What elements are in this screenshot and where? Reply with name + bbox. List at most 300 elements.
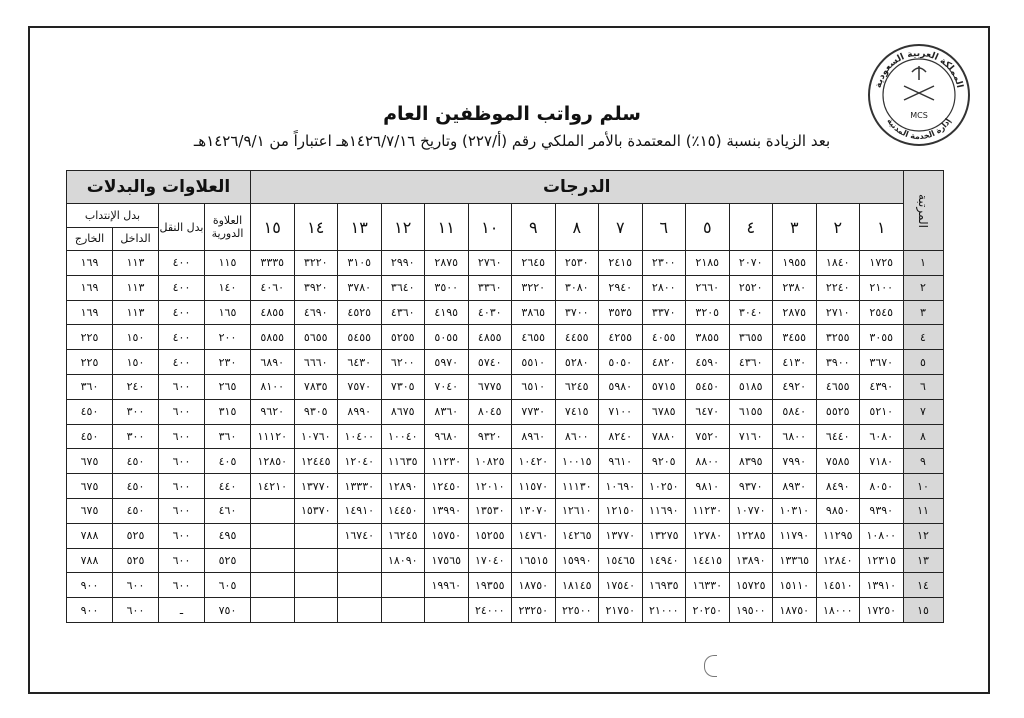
rank-cell: ٦ <box>903 374 943 399</box>
salary-cell: ٨٠٤٥ <box>468 399 512 424</box>
logo-arc-top-text: المملكة العربية السعودية <box>873 48 965 90</box>
salary-cell: ١٤٢٦٥ <box>555 523 599 548</box>
grade-header: ٦ <box>642 204 686 251</box>
salary-cell: ١١٧٩٠ <box>773 523 817 548</box>
salary-cell: ٨٩٣٠ <box>773 474 817 499</box>
salary-cell: ٨٦٠٠ <box>555 424 599 449</box>
delegation-outside-cell: ٤٥٠ <box>67 424 113 449</box>
salary-cell: ١٩٩٦٠ <box>425 573 469 598</box>
salary-cell: ١١٢٩٥ <box>816 523 860 548</box>
empty-cell <box>425 598 469 623</box>
salary-cell: ١١٥٧٠ <box>512 474 556 499</box>
salary-cell: ٤٦٩٠ <box>294 300 338 325</box>
salary-cell: ٨٠٥٠ <box>860 474 904 499</box>
logo-arc-bottom-text: إدارة الخدمة المدنية <box>885 116 953 142</box>
periodic-increment-cell: ٢٠٠ <box>205 325 251 350</box>
transport-allowance-cell: ٦٠٠ <box>159 424 205 449</box>
periodic-increment-header: العلاوة الدورية <box>205 204 251 251</box>
transport-allowance-cell: ٦٠٠ <box>159 573 205 598</box>
salary-cell: ١٣٨٩٠ <box>729 548 773 573</box>
salary-cell: ١٦٢٤٥ <box>381 523 425 548</box>
salary-cell: ٢٤١٥ <box>599 251 643 276</box>
periodic-increment-cell: ٢٣٠ <box>205 350 251 375</box>
periodic-increment-cell: ٥٢٥ <box>205 548 251 573</box>
delegation-outside-cell: ٧٨٨ <box>67 548 113 573</box>
grade-header: ٣ <box>773 204 817 251</box>
salary-cell: ١٥٣٧٠ <box>294 498 338 523</box>
transport-allowance-cell: ـ <box>159 598 205 623</box>
salary-cell: ١٠٠٤٠ <box>381 424 425 449</box>
salary-cell: ٥٨٤٠ <box>773 399 817 424</box>
salary-cell: ٥٨٥٥ <box>251 325 295 350</box>
delegation-outside-cell: ٣٦٠ <box>67 374 113 399</box>
salary-cell: ١٨١٤٥ <box>555 573 599 598</box>
salary-cell: ٢٥٣٠ <box>555 251 599 276</box>
salary-cell: ٢٨٠٠ <box>642 275 686 300</box>
periodic-increment-cell: ٤٦٠ <box>205 498 251 523</box>
empty-cell <box>338 548 382 573</box>
rank-cell: ١٠ <box>903 474 943 499</box>
delegation-inside-cell: ٥٢٥ <box>113 523 159 548</box>
salary-cell: ١٥٧٢٥ <box>729 573 773 598</box>
salary-cell: ١٤٩١٠ <box>338 498 382 523</box>
salary-cell: ١٣٩٩٠ <box>425 498 469 523</box>
salary-cell: ٢٩٩٠ <box>381 251 425 276</box>
salary-cell: ٤٦٥٥ <box>512 325 556 350</box>
delegation-inside-cell: ٤٥٠ <box>113 474 159 499</box>
grade-header: ١٣ <box>338 204 382 251</box>
salary-cell: ٧٩٩٠ <box>773 449 817 474</box>
periodic-increment-cell: ٤٠٥ <box>205 449 251 474</box>
transport-allowance-header: بدل النقل <box>159 204 205 251</box>
empty-cell <box>381 598 425 623</box>
salary-cell: ٤٠٥٥ <box>642 325 686 350</box>
salary-cell: ٣٨٥٥ <box>686 325 730 350</box>
salary-cell: ٩٨٥٠ <box>816 498 860 523</box>
delegation-inside-cell: ٣٠٠ <box>113 424 159 449</box>
delegation-outside-cell: ٢٢٥ <box>67 325 113 350</box>
salary-cell: ٤١٣٠ <box>773 350 817 375</box>
empty-cell <box>294 598 338 623</box>
transport-allowance-cell: ٤٠٠ <box>159 350 205 375</box>
salary-cell: ١٢٣١٥ <box>860 548 904 573</box>
salary-cell: ٥٢١٠ <box>860 399 904 424</box>
salary-cell: ١٤٤٥٠ <box>381 498 425 523</box>
salary-cell: ١٧٥٤٠ <box>599 573 643 598</box>
salary-cell: ١٥١١٠ <box>773 573 817 598</box>
salary-cell: ٩٣٩٠ <box>860 498 904 523</box>
salary-cell: ٥١٨٥ <box>729 374 773 399</box>
salary-cell: ٥٧١٥ <box>642 374 686 399</box>
salary-cell: ٧٨٨٠ <box>642 424 686 449</box>
empty-cell <box>294 523 338 548</box>
rank-cell: ١ <box>903 251 943 276</box>
transport-allowance-cell: ٤٠٠ <box>159 325 205 350</box>
salary-cell: ٣٢٢٠ <box>512 275 556 300</box>
delegation-inside-cell: ١٥٠ <box>113 325 159 350</box>
periodic-increment-cell: ٧٥٠ <box>205 598 251 623</box>
salary-cell: ١٠٨٠٠ <box>860 523 904 548</box>
salary-cell: ٢١٠٠٠ <box>642 598 686 623</box>
salary-cell: ٣٣٣٥ <box>251 251 295 276</box>
salary-cell: ١٦٧٤٠ <box>338 523 382 548</box>
salary-cell: ١١١٢٠ <box>251 424 295 449</box>
periodic-increment-cell: ٣٦٠ <box>205 424 251 449</box>
salary-cell: ١٦٥١٥ <box>512 548 556 573</box>
allowances-header: العلاوات والبدلات <box>67 171 251 204</box>
rank-cell: ١٢ <box>903 523 943 548</box>
salary-cell: ١٣٣٦٥ <box>773 548 817 573</box>
salary-cell: ٩٦٨٠ <box>425 424 469 449</box>
salary-cell: ٢٠٢٥٠ <box>686 598 730 623</box>
salary-cell: ١١١٣٠ <box>555 474 599 499</box>
rank-cell: ٧ <box>903 399 943 424</box>
empty-cell <box>381 573 425 598</box>
salary-cell: ٦٥١٠ <box>512 374 556 399</box>
salary-cell: ٤٤٥٥ <box>555 325 599 350</box>
salary-cell: ٨٩٩٠ <box>338 399 382 424</box>
salary-cell: ٩٨١٠ <box>686 474 730 499</box>
salary-cell: ٥٢٨٠ <box>555 350 599 375</box>
empty-cell <box>294 573 338 598</box>
salary-cell: ١٠٤٠٠ <box>338 424 382 449</box>
transport-allowance-cell: ٦٠٠ <box>159 474 205 499</box>
empty-cell <box>251 523 295 548</box>
salary-cell: ٢٣٢٥٠ <box>512 598 556 623</box>
delegation-outside-cell: ٧٨٨ <box>67 523 113 548</box>
salary-cell: ٤٥٢٥ <box>338 300 382 325</box>
empty-cell <box>338 573 382 598</box>
salary-cell: ٦٢٠٠ <box>381 350 425 375</box>
salary-cell: ٩٢٠٥ <box>642 449 686 474</box>
page-title: سلم رواتب الموظفين العام <box>383 103 641 125</box>
salary-cell: ١٠٧٦٠ <box>294 424 338 449</box>
delegation-outside-header: الخارج <box>67 227 113 251</box>
salary-cell: ١١٢٣٠ <box>425 449 469 474</box>
delegation-inside-cell: ٣٠٠ <box>113 399 159 424</box>
salary-cell: ١٢٧٨٠ <box>686 523 730 548</box>
salary-cell: ١٧٥٦٥ <box>425 548 469 573</box>
salary-cell: ٥٧٤٠ <box>468 350 512 375</box>
salary-cell: ٧٧٣٠ <box>512 399 556 424</box>
table-row <box>67 548 944 573</box>
delegation-outside-cell: ٦٧٥ <box>67 474 113 499</box>
table-row <box>67 374 944 399</box>
salary-cell: ٤٨٥٥ <box>251 300 295 325</box>
periodic-increment-cell: ٦٠٥ <box>205 573 251 598</box>
empty-cell <box>294 548 338 573</box>
rank-cell: ١٣ <box>903 548 943 573</box>
salary-cell: ١٢٢٨٥ <box>729 523 773 548</box>
delegation-outside-cell: ٩٠٠ <box>67 573 113 598</box>
table-row <box>67 449 944 474</box>
delegation-outside-cell: ٢٢٥ <box>67 350 113 375</box>
salary-cell: ١٥٢٥٥ <box>468 523 512 548</box>
salary-cell: ١٤٤١٥ <box>686 548 730 573</box>
salary-cell: ١٩٥٠٠ <box>729 598 773 623</box>
salary-cell: ٧٥٨٥ <box>816 449 860 474</box>
salary-cell: ٥٤٥٠ <box>686 374 730 399</box>
transport-allowance-cell: ٤٠٠ <box>159 275 205 300</box>
rank-cell: ٥ <box>903 350 943 375</box>
salary-cell: ٨٣٦٠ <box>425 399 469 424</box>
transport-allowance-cell: ٦٠٠ <box>159 399 205 424</box>
salary-cell: ١٤٢١٠ <box>251 474 295 499</box>
rank-cell: ٤ <box>903 325 943 350</box>
salary-cell: ٦٧٧٥ <box>468 374 512 399</box>
salary-cell: ١٣٧٧٠ <box>294 474 338 499</box>
periodic-increment-cell: ٤٩٥ <box>205 523 251 548</box>
salary-cell: ٨٤٩٠ <box>816 474 860 499</box>
salary-cell: ٨٩٦٠ <box>512 424 556 449</box>
table-row <box>67 598 944 623</box>
delegation-outside-cell: ٦٧٥ <box>67 498 113 523</box>
salary-cell: ٢٩٤٠ <box>599 275 643 300</box>
grade-header: ٨ <box>555 204 599 251</box>
salary-cell: ١١٦٩٠ <box>642 498 686 523</box>
salary-cell: ٣٧٨٠ <box>338 275 382 300</box>
table-row <box>67 325 944 350</box>
salary-cell: ٥٢٥٥ <box>381 325 425 350</box>
salary-cell: ٨٦٧٥ <box>381 399 425 424</box>
salary-cell: ٥٩٨٠ <box>599 374 643 399</box>
transport-allowance-cell: ٤٠٠ <box>159 251 205 276</box>
salary-cell: ٥٠٥٥ <box>425 325 469 350</box>
salary-cell: ١٢٠٤٠ <box>338 449 382 474</box>
salary-cell: ٧٨٣٥ <box>294 374 338 399</box>
salary-cell: ٢٧٦٠ <box>468 251 512 276</box>
salary-cell: ٦٨٩٠ <box>251 350 295 375</box>
rank-cell: ١٤ <box>903 573 943 598</box>
salary-cell: ١٢٨٥٠ <box>251 449 295 474</box>
salary-cell: ٥٤٥٥ <box>338 325 382 350</box>
salary-cell: ١٠٣١٠ <box>773 498 817 523</box>
salary-cell: ٧٠٤٠ <box>425 374 469 399</box>
salary-cell: ٣٠٤٠ <box>729 300 773 325</box>
salary-cell: ٤٣٦٠ <box>729 350 773 375</box>
salary-cell: ٣٩٠٠ <box>816 350 860 375</box>
salary-cell: ٦٨٠٠ <box>773 424 817 449</box>
rank-cell: ٣ <box>903 300 943 325</box>
delegation-inside-cell: ١١٣ <box>113 251 159 276</box>
table-row <box>67 424 944 449</box>
table-row <box>67 498 944 523</box>
periodic-increment-cell: ٣١٥ <box>205 399 251 424</box>
table-row <box>67 523 944 548</box>
salary-cell: ٢٤٠٠٠ <box>468 598 512 623</box>
salary-cell: ١٧٢٥٠ <box>860 598 904 623</box>
salary-cell: ٨١٠٠ <box>251 374 295 399</box>
salary-cell: ١٣٢٧٥ <box>642 523 686 548</box>
salary-cell: ١٦٣٣٠ <box>686 573 730 598</box>
delegation-inside-header: الداخل <box>113 227 159 251</box>
grade-header: ١٠ <box>468 204 512 251</box>
grade-header: ٢ <box>816 204 860 251</box>
salary-cell: ١٤٧٦٠ <box>512 523 556 548</box>
salary-cell: ٨٨٠٠ <box>686 449 730 474</box>
salary-cell: ١١٢٣٠ <box>686 498 730 523</box>
salary-cell: ١٠٤٢٠ <box>512 449 556 474</box>
scan-mark <box>704 655 717 677</box>
salary-cell: ٦٦٦٠ <box>294 350 338 375</box>
salary-cell: ٣٥٠٠ <box>425 275 469 300</box>
salary-cell: ٣٩٢٠ <box>294 275 338 300</box>
salary-cell: ٣٢٠٥ <box>686 300 730 325</box>
salary-cell: ١٢٤٤٥ <box>294 449 338 474</box>
salary-cell: ٣٧٠٠ <box>555 300 599 325</box>
salary-cell: ٣٢٥٥ <box>816 325 860 350</box>
salary-cell: ٢٧١٠ <box>816 300 860 325</box>
table-row <box>67 251 944 276</box>
transport-allowance-cell: ٦٠٠ <box>159 548 205 573</box>
salary-cell: ١٣٥٣٠ <box>468 498 512 523</box>
salary-cell: ١٠٨٢٥ <box>468 449 512 474</box>
salary-cell: ٤٠٦٠ <box>251 275 295 300</box>
salary-cell: ٧١٠٠ <box>599 399 643 424</box>
periodic-increment-cell: ١١٥ <box>205 251 251 276</box>
salary-cell: ٧١٦٠ <box>729 424 773 449</box>
grade-header: ١٥ <box>251 204 295 251</box>
empty-cell <box>338 598 382 623</box>
salary-cell: ٤٦٥٥ <box>816 374 860 399</box>
salary-cell: ١٤٩٤٠ <box>642 548 686 573</box>
salary-cell: ٩٦٢٠ <box>251 399 295 424</box>
salary-cell: ١٨٠٠٠ <box>816 598 860 623</box>
grade-header: ١١ <box>425 204 469 251</box>
salary-cell: ٣٠٨٠ <box>555 275 599 300</box>
salary-cell: ١٣٣٣٠ <box>338 474 382 499</box>
salary-cell: ٣٢٢٠ <box>294 251 338 276</box>
salary-cell: ٤٣٩٠ <box>860 374 904 399</box>
grade-header: ١٤ <box>294 204 338 251</box>
delegation-inside-cell: ٤٥٠ <box>113 498 159 523</box>
salary-cell: ٢٢٥٠٠ <box>555 598 599 623</box>
table-row <box>67 275 944 300</box>
salary-cell: ١٣٧٧٠ <box>599 523 643 548</box>
salary-cell: ٣٣٧٠ <box>642 300 686 325</box>
page-subtitle: بعد الزيادة بنسبة (١٥٪) المعتمدة بالأمر الملكي رقم (أ/٢٢٧) وتاريخ ١٤٢٦/٧/١٦هـ اعتباراً من ١٤٢٦/٩/١هـ <box>193 132 831 150</box>
salary-scale-table <box>66 170 944 623</box>
salary-cell: ٢٦٦٠ <box>686 275 730 300</box>
salary-cell: ١٢٨٩٠ <box>381 474 425 499</box>
salary-cell: ٦٤٧٠ <box>686 399 730 424</box>
salary-cell: ٨٢٤٠ <box>599 424 643 449</box>
salary-cell: ٢٨٧٥ <box>773 300 817 325</box>
delegation-outside-cell: ٩٠٠ <box>67 598 113 623</box>
table-row <box>67 350 944 375</box>
salary-cell: ٣٦٤٠ <box>381 275 425 300</box>
salary-cell: ١٧٠٤٠ <box>468 548 512 573</box>
delegation-inside-cell: ٦٠٠ <box>113 598 159 623</box>
rank-cell: ٢ <box>903 275 943 300</box>
salary-cell: ١٨٧٥٠ <box>512 573 556 598</box>
salary-cell: ٦٤٣٠ <box>338 350 382 375</box>
salary-cell: ٤١٩٥ <box>425 300 469 325</box>
salary-cell: ٣٥٣٥ <box>599 300 643 325</box>
grade-header: ٤ <box>729 204 773 251</box>
salary-cell: ٣٤٥٥ <box>773 325 817 350</box>
salary-cell: ٦٧٨٥ <box>642 399 686 424</box>
periodic-increment-cell: ٢٦٥ <box>205 374 251 399</box>
rank-header: المرتبة <box>903 171 943 251</box>
salary-cell: ١٤٥١٠ <box>816 573 860 598</box>
table-row <box>67 399 944 424</box>
periodic-increment-cell: ١٤٠ <box>205 275 251 300</box>
salary-cell: ٢٢٤٠ <box>816 275 860 300</box>
empty-cell <box>251 548 295 573</box>
delegation-inside-cell: ٤٥٠ <box>113 449 159 474</box>
salary-cell: ١٥٧٥٠ <box>425 523 469 548</box>
empty-cell <box>251 598 295 623</box>
salary-cell: ١٨٤٠ <box>816 251 860 276</box>
salary-cell: ٩٣٢٠ <box>468 424 512 449</box>
salary-cell: ٢١٧٥٠ <box>599 598 643 623</box>
salary-cell: ٣١٠٥ <box>338 251 382 276</box>
rank-cell: ٩ <box>903 449 943 474</box>
salary-cell: ٣٦٧٠ <box>860 350 904 375</box>
salary-cell: ٢٨٧٥ <box>425 251 469 276</box>
grades-header: الدرجات <box>251 171 904 204</box>
delegation-inside-cell: ١١٣ <box>113 275 159 300</box>
salary-cell: ٢٥٢٠ <box>729 275 773 300</box>
delegation-inside-cell: ٥٢٥ <box>113 548 159 573</box>
salary-cell: ٤٩٢٠ <box>773 374 817 399</box>
salary-cell: ٦٢٤٥ <box>555 374 599 399</box>
grade-header: ٩ <box>512 204 556 251</box>
grade-header: ٥ <box>686 204 730 251</box>
salary-cell: ١٨٠٩٠ <box>381 548 425 573</box>
salary-cell: ٢٣٨٠ <box>773 275 817 300</box>
salary-cell: ٢٠٧٠ <box>729 251 773 276</box>
salary-cell: ٩٣٠٥ <box>294 399 338 424</box>
salary-cell: ١٨٧٥٠ <box>773 598 817 623</box>
transport-allowance-cell: ٦٠٠ <box>159 449 205 474</box>
salary-cell: ١٢٠١٠ <box>468 474 512 499</box>
salary-cell: ٣٣٦٠ <box>468 275 512 300</box>
transport-allowance-cell: ٦٠٠ <box>159 374 205 399</box>
delegation-outside-cell: ١٦٩ <box>67 275 113 300</box>
salary-cell: ١٩٣٥٥ <box>468 573 512 598</box>
salary-cell: ٢٣٠٠ <box>642 251 686 276</box>
salary-cell: ٣٦٥٥ <box>729 325 773 350</box>
salary-cell: ٧٥٧٠ <box>338 374 382 399</box>
salary-cell: ٣٨٦٥ <box>512 300 556 325</box>
salary-cell: ٤٨٢٠ <box>642 350 686 375</box>
salary-cell: ١٦٩٣٥ <box>642 573 686 598</box>
salary-cell: ٥٩٧٠ <box>425 350 469 375</box>
delegation-inside-cell: ١٥٠ <box>113 350 159 375</box>
salary-cell: ٥٠٥٠ <box>599 350 643 375</box>
salary-cell: ٤٥٩٠ <box>686 350 730 375</box>
salary-cell: ٤٣٦٠ <box>381 300 425 325</box>
delegation-outside-cell: ٦٧٥ <box>67 449 113 474</box>
salary-cell: ٥٥١٠ <box>512 350 556 375</box>
salary-cell: ١٠٦٩٠ <box>599 474 643 499</box>
salary-cell: ٢١٠٠ <box>860 275 904 300</box>
grade-header: ١٢ <box>381 204 425 251</box>
salary-rows <box>67 251 944 623</box>
salary-cell: ١٢٨٤٠ <box>816 548 860 573</box>
salary-cell: ٥٦٥٥ <box>294 325 338 350</box>
salary-cell: ٢٥٤٥ <box>860 300 904 325</box>
transport-allowance-cell: ٦٠٠ <box>159 498 205 523</box>
salary-cell: ٧٥٢٠ <box>686 424 730 449</box>
salary-cell: ٦١٥٥ <box>729 399 773 424</box>
transport-allowance-cell: ٦٠٠ <box>159 523 205 548</box>
delegation-outside-cell: ٤٥٠ <box>67 399 113 424</box>
empty-cell <box>251 498 295 523</box>
salary-cell: ١٩٥٥ <box>773 251 817 276</box>
